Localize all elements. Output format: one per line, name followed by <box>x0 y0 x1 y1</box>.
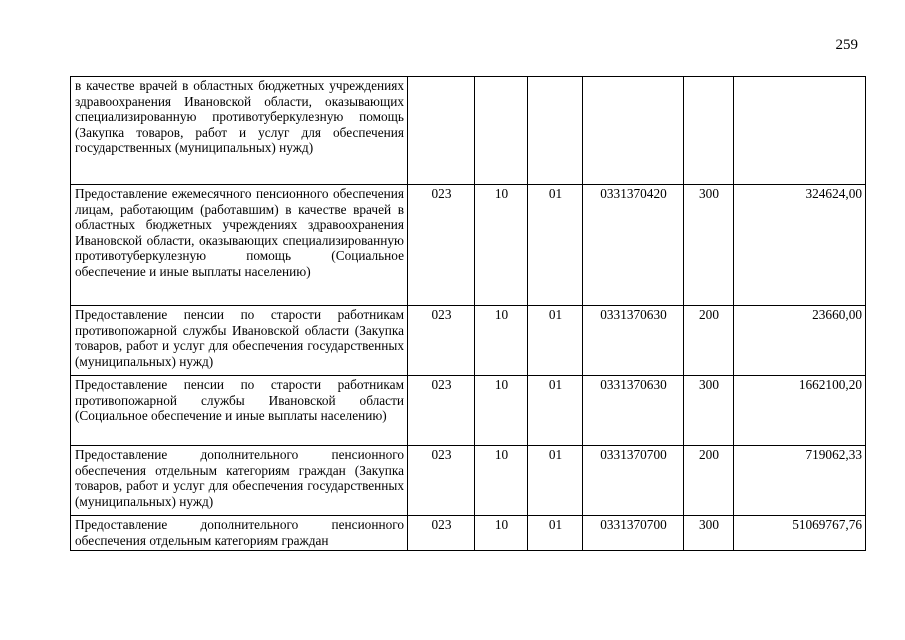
ministry-code: 023 <box>408 516 475 551</box>
subsection-code: 01 <box>528 446 583 516</box>
target-article-code <box>583 77 684 185</box>
section-code: 10 <box>475 306 528 376</box>
amount-value <box>734 77 866 185</box>
budget-table <box>70 76 866 551</box>
section-code <box>475 77 528 185</box>
section-code: 10 <box>475 446 528 516</box>
target-article-code: 0331370700 <box>583 516 684 551</box>
table-row <box>71 516 866 551</box>
row-description: в качестве врачей в областных бюджетных учреждениях здравоохранения Ивановской области, оказывающих специализированную противотуберкулезную помощь (Закупка товаров, работ и услуг для обеспечения государственных (муниципальных) нужд) <box>71 77 408 185</box>
expense-type-code: 300 <box>684 376 734 446</box>
subsection-code: 01 <box>528 306 583 376</box>
section-code: 10 <box>475 185 528 306</box>
amount-value: 1662100,20 <box>734 376 866 446</box>
target-article-code: 0331370420 <box>583 185 684 306</box>
ministry-code: 023 <box>408 185 475 306</box>
subsection-code: 01 <box>528 376 583 446</box>
amount-value: 719062,33 <box>734 446 866 516</box>
row-description: Предоставление ежемесячного пенсионного обеспечения лицам, работающим (работавшим) в качестве врачей в областных бюджетных учреждениях здравоохранения Ивановской области, оказывающих специализированную противотуберкулезную помощь (Социальное обеспечение и иные выплаты населению) <box>71 185 408 306</box>
amount-value: 23660,00 <box>734 306 866 376</box>
expense-type-code: 200 <box>684 446 734 516</box>
row-description: Предоставление пенсии по старости работникам противопожарной службы Ивановской области (Социальное обеспечение и иные выплаты населению) <box>71 376 408 446</box>
row-description: Предоставление дополнительного пенсионного обеспечения отдельным категориям граждан <box>71 516 408 551</box>
page-number: 259 <box>835 37 858 53</box>
table-row <box>71 306 866 376</box>
expense-type-code: 200 <box>684 306 734 376</box>
section-code: 10 <box>475 376 528 446</box>
expense-type-code <box>684 77 734 185</box>
amount-value: 324624,00 <box>734 185 866 306</box>
subsection-code <box>528 77 583 185</box>
subsection-code: 01 <box>528 516 583 551</box>
expense-type-code: 300 <box>684 516 734 551</box>
expense-type-code: 300 <box>684 185 734 306</box>
ministry-code: 023 <box>408 306 475 376</box>
ministry-code: 023 <box>408 376 475 446</box>
target-article-code: 0331370630 <box>583 306 684 376</box>
target-article-code: 0331370630 <box>583 376 684 446</box>
table-row <box>71 185 866 306</box>
row-description: Предоставление дополнительного пенсионного обеспечения отдельным категориям граждан (Закупка товаров, работ и услуг для обеспечения государственных (муниципальных) нужд) <box>71 446 408 516</box>
table-row <box>71 376 866 446</box>
ministry-code: 023 <box>408 446 475 516</box>
section-code: 10 <box>475 516 528 551</box>
table-row <box>71 446 866 516</box>
target-article-code: 0331370700 <box>583 446 684 516</box>
table-row <box>71 77 866 185</box>
ministry-code <box>408 77 475 185</box>
amount-value: 51069767,76 <box>734 516 866 551</box>
row-description: Предоставление пенсии по старости работникам противопожарной службы Ивановской области (Закупка товаров, работ и услуг для обеспечения государственных (муниципальных) нужд) <box>71 306 408 376</box>
subsection-code: 01 <box>528 185 583 306</box>
